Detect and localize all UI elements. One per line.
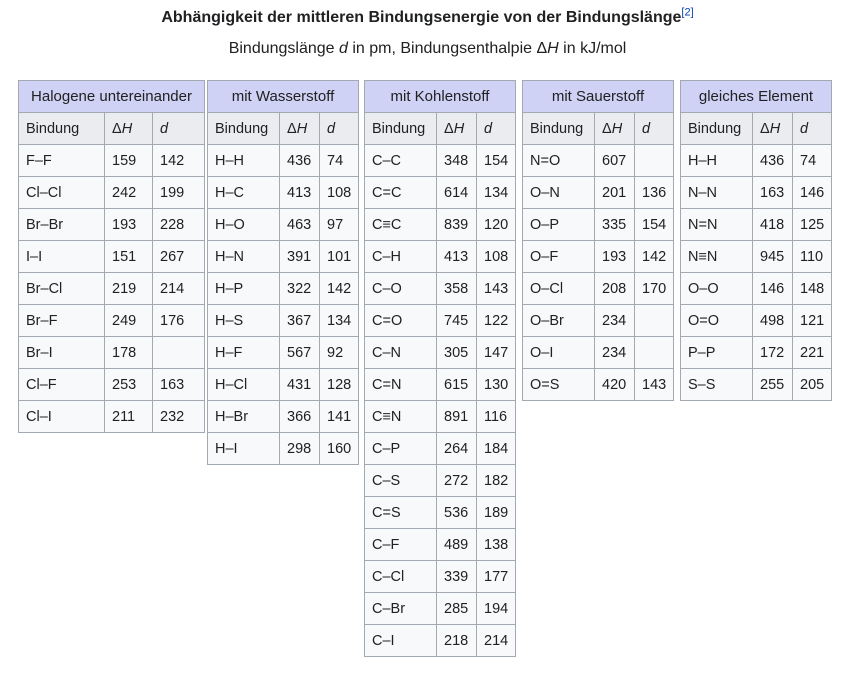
table-row	[208, 273, 359, 305]
bond-cell: Br–Br	[19, 209, 105, 241]
bond-cell: I–I	[19, 241, 105, 273]
column-header-bond: Bindung	[681, 113, 753, 145]
length-cell: 141	[320, 401, 359, 433]
column-header-length	[793, 113, 832, 145]
table-row	[365, 529, 516, 561]
table-row	[681, 209, 832, 241]
table-row	[523, 273, 674, 305]
length-cell: 148	[793, 273, 832, 305]
length-cell: 101	[320, 241, 359, 273]
group-header: mit Sauerstoff	[523, 81, 674, 113]
length-cell: 199	[153, 177, 205, 209]
enthalpy-cell: 151	[105, 241, 153, 273]
table-row	[208, 401, 359, 433]
length-cell: 121	[793, 305, 832, 337]
length-symbol: d	[800, 120, 809, 137]
enthalpy-cell: 234	[595, 305, 635, 337]
bond-cell: C–Cl	[365, 561, 437, 593]
bond-cell: C=S	[365, 497, 437, 529]
enthalpy-cell: 839	[437, 209, 477, 241]
bond-cell: O–Br	[523, 305, 595, 337]
length-cell: 177	[477, 561, 516, 593]
length-cell: 108	[477, 241, 516, 273]
enthalpy-cell: 615	[437, 369, 477, 401]
delta-symbol: Δ	[444, 120, 454, 137]
table-row	[365, 401, 516, 433]
bond-table	[522, 80, 674, 401]
column-header-bond: Bindung	[523, 113, 595, 145]
bond-cell: S–S	[681, 369, 753, 401]
enthalpy-cell: 285	[437, 593, 477, 625]
bond-cell: H–P	[208, 273, 280, 305]
enthalpy-cell: 201	[595, 177, 635, 209]
table-row	[365, 305, 516, 337]
enthalpy-symbol: H	[121, 120, 133, 137]
enthalpy-cell: 264	[437, 433, 477, 465]
table-row	[19, 305, 205, 337]
bond-cell: C–Br	[365, 593, 437, 625]
length-cell	[635, 145, 674, 177]
column-header-bond: Bindung	[19, 113, 105, 145]
subtitle-part-c: in kJ/mol	[558, 40, 627, 57]
enthalpy-cell: 172	[753, 337, 793, 369]
column-header-bond: Bindung	[208, 113, 280, 145]
delta-symbol: Δ	[760, 120, 770, 137]
table-row	[19, 337, 205, 369]
length-cell: 232	[153, 401, 205, 433]
table-row	[19, 273, 205, 305]
table-row	[365, 593, 516, 625]
bond-cell: C=O	[365, 305, 437, 337]
table-row	[208, 433, 359, 465]
bond-cell: O=S	[523, 369, 595, 401]
bond-cell: H–Cl	[208, 369, 280, 401]
table-row	[208, 145, 359, 177]
bond-cell: C–H	[365, 241, 437, 273]
length-cell: 147	[477, 337, 516, 369]
column-header-enthalpy	[595, 113, 635, 145]
bond-cell: C=C	[365, 177, 437, 209]
table-row	[681, 305, 832, 337]
length-cell: 143	[635, 369, 674, 401]
length-cell: 189	[477, 497, 516, 529]
bond-cell: O–F	[523, 241, 595, 273]
table-row	[365, 433, 516, 465]
table-row	[19, 209, 205, 241]
column-header-length	[635, 113, 674, 145]
subtitle-symbol-d: d	[339, 40, 348, 57]
table-row	[681, 145, 832, 177]
subtitle-part-b: in pm, Bindungsenthalpie Δ	[347, 40, 548, 57]
bond-cell: Cl–Cl	[19, 177, 105, 209]
length-symbol: d	[327, 120, 336, 137]
length-cell: 120	[477, 209, 516, 241]
table-row	[208, 369, 359, 401]
bond-cell: Br–F	[19, 305, 105, 337]
enthalpy-cell: 413	[280, 177, 320, 209]
enthalpy-symbol: H	[453, 120, 465, 137]
table-row	[208, 177, 359, 209]
length-cell: 142	[320, 273, 359, 305]
enthalpy-cell: 436	[280, 145, 320, 177]
enthalpy-cell: 463	[280, 209, 320, 241]
enthalpy-cell: 436	[753, 145, 793, 177]
enthalpy-cell: 211	[105, 401, 153, 433]
bond-cell: C–F	[365, 529, 437, 561]
length-cell: 221	[793, 337, 832, 369]
enthalpy-cell: 255	[753, 369, 793, 401]
enthalpy-cell: 159	[105, 145, 153, 177]
enthalpy-cell: 418	[753, 209, 793, 241]
length-cell: 138	[477, 529, 516, 561]
bond-cell: N≡N	[681, 241, 753, 273]
bond-table	[364, 80, 516, 657]
enthalpy-cell: 335	[595, 209, 635, 241]
bond-cell: H–C	[208, 177, 280, 209]
table-row	[681, 177, 832, 209]
table-row	[681, 337, 832, 369]
bond-cell: C–I	[365, 625, 437, 657]
length-cell: 143	[477, 273, 516, 305]
bond-cell: H–H	[208, 145, 280, 177]
bond-cell: H–I	[208, 433, 280, 465]
length-cell: 122	[477, 305, 516, 337]
column-header-length	[477, 113, 516, 145]
bond-cell: F–F	[19, 145, 105, 177]
length-cell: 160	[320, 433, 359, 465]
bond-cell: O–N	[523, 177, 595, 209]
length-cell: 142	[635, 241, 674, 273]
enthalpy-cell: 567	[280, 337, 320, 369]
bond-cell: C≡C	[365, 209, 437, 241]
table-row	[523, 369, 674, 401]
length-cell: 108	[320, 177, 359, 209]
bond-cell: O–I	[523, 337, 595, 369]
enthalpy-cell: 339	[437, 561, 477, 593]
length-cell: 228	[153, 209, 205, 241]
table-row	[365, 337, 516, 369]
length-symbol: d	[484, 120, 493, 137]
bond-cell: C–P	[365, 433, 437, 465]
length-cell: 184	[477, 433, 516, 465]
enthalpy-cell: 322	[280, 273, 320, 305]
length-cell: 116	[477, 401, 516, 433]
table-row	[365, 625, 516, 657]
enthalpy-cell: 193	[595, 241, 635, 273]
bond-cell: O=O	[681, 305, 753, 337]
table-row	[19, 369, 205, 401]
page-title	[0, 7, 855, 29]
length-cell: 214	[153, 273, 205, 305]
group-header: mit Wasserstoff	[208, 81, 359, 113]
length-cell: 154	[635, 209, 674, 241]
bond-cell: N=O	[523, 145, 595, 177]
subtitle-symbol-h: H	[547, 40, 559, 57]
delta-symbol: Δ	[287, 120, 297, 137]
enthalpy-cell: 891	[437, 401, 477, 433]
delta-symbol: Δ	[602, 120, 612, 137]
bond-table	[680, 80, 832, 401]
table-row	[523, 177, 674, 209]
bond-cell: C–O	[365, 273, 437, 305]
table-row	[19, 401, 205, 433]
page-subtitle	[0, 38, 855, 60]
bond-cell: H–N	[208, 241, 280, 273]
subtitle-part-a: Bindungslänge	[228, 40, 339, 57]
enthalpy-cell: 358	[437, 273, 477, 305]
bond-cell: C≡N	[365, 401, 437, 433]
bond-cell: Br–I	[19, 337, 105, 369]
enthalpy-cell: 242	[105, 177, 153, 209]
length-cell: 182	[477, 465, 516, 497]
bond-cell: H–S	[208, 305, 280, 337]
length-cell: 154	[477, 145, 516, 177]
table-row	[19, 241, 205, 273]
table-row	[523, 209, 674, 241]
bond-table	[18, 80, 205, 433]
length-cell: 176	[153, 305, 205, 337]
bond-cell: O–P	[523, 209, 595, 241]
column-header-enthalpy	[753, 113, 793, 145]
enthalpy-cell: 272	[437, 465, 477, 497]
column-header-enthalpy	[280, 113, 320, 145]
table-row	[365, 273, 516, 305]
table-row	[365, 145, 516, 177]
table-row	[523, 305, 674, 337]
enthalpy-cell: 249	[105, 305, 153, 337]
bond-cell: C–C	[365, 145, 437, 177]
enthalpy-cell: 489	[437, 529, 477, 561]
table-row	[681, 369, 832, 401]
table-row	[208, 241, 359, 273]
bond-table	[207, 80, 359, 465]
table-row	[19, 177, 205, 209]
length-cell: 110	[793, 241, 832, 273]
enthalpy-cell: 945	[753, 241, 793, 273]
length-cell: 128	[320, 369, 359, 401]
length-cell: 194	[477, 593, 516, 625]
length-cell: 130	[477, 369, 516, 401]
enthalpy-cell: 413	[437, 241, 477, 273]
length-symbol: d	[642, 120, 651, 137]
enthalpy-cell: 366	[280, 401, 320, 433]
bond-cell: H–O	[208, 209, 280, 241]
enthalpy-cell: 253	[105, 369, 153, 401]
column-header-enthalpy	[105, 113, 153, 145]
length-cell: 134	[320, 305, 359, 337]
table-row	[681, 273, 832, 305]
bond-cell: N–N	[681, 177, 753, 209]
enthalpy-cell: 348	[437, 145, 477, 177]
enthalpy-cell: 431	[280, 369, 320, 401]
length-cell: 97	[320, 209, 359, 241]
length-cell: 205	[793, 369, 832, 401]
bond-cell: N=N	[681, 209, 753, 241]
length-cell: 74	[793, 145, 832, 177]
group-header: Halogene untereinander	[19, 81, 205, 113]
bond-cell: H–H	[681, 145, 753, 177]
length-cell: 170	[635, 273, 674, 305]
enthalpy-cell: 298	[280, 433, 320, 465]
bond-cell: C=N	[365, 369, 437, 401]
table-row	[365, 177, 516, 209]
enthalpy-cell: 420	[595, 369, 635, 401]
length-symbol: d	[160, 120, 169, 137]
bond-cell: Br–Cl	[19, 273, 105, 305]
length-cell: 142	[153, 145, 205, 177]
bond-cell: Cl–I	[19, 401, 105, 433]
enthalpy-cell: 193	[105, 209, 153, 241]
enthalpy-cell: 498	[753, 305, 793, 337]
table-row	[365, 497, 516, 529]
column-header-bond: Bindung	[365, 113, 437, 145]
bond-cell: H–Br	[208, 401, 280, 433]
enthalpy-cell: 305	[437, 337, 477, 369]
enthalpy-cell: 367	[280, 305, 320, 337]
enthalpy-cell: 219	[105, 273, 153, 305]
length-cell: 136	[635, 177, 674, 209]
table-row	[681, 241, 832, 273]
table-row	[523, 241, 674, 273]
length-cell	[635, 305, 674, 337]
length-cell: 146	[793, 177, 832, 209]
bond-cell: O–Cl	[523, 273, 595, 305]
reference-link[interactable]: [2]	[681, 6, 694, 19]
length-cell: 74	[320, 145, 359, 177]
length-cell: 214	[477, 625, 516, 657]
table-row	[208, 337, 359, 369]
length-cell	[635, 337, 674, 369]
enthalpy-symbol: H	[611, 120, 623, 137]
column-header-length	[320, 113, 359, 145]
length-cell: 92	[320, 337, 359, 369]
enthalpy-cell: 614	[437, 177, 477, 209]
length-cell: 163	[153, 369, 205, 401]
enthalpy-cell: 234	[595, 337, 635, 369]
length-cell: 134	[477, 177, 516, 209]
length-cell: 125	[793, 209, 832, 241]
bond-cell: Cl–F	[19, 369, 105, 401]
table-row	[365, 561, 516, 593]
bond-cell: O–O	[681, 273, 753, 305]
bond-cell: C–S	[365, 465, 437, 497]
title-text: Abhängigkeit der mittleren Bindungsenergie von der Bindungslänge	[161, 9, 682, 26]
column-header-length	[153, 113, 205, 145]
enthalpy-cell: 146	[753, 273, 793, 305]
table-row	[19, 145, 205, 177]
enthalpy-cell: 391	[280, 241, 320, 273]
table-row	[365, 369, 516, 401]
table-row	[523, 337, 674, 369]
enthalpy-symbol: H	[769, 120, 781, 137]
length-cell: 267	[153, 241, 205, 273]
enthalpy-cell: 607	[595, 145, 635, 177]
bond-cell: C–N	[365, 337, 437, 369]
table-row	[208, 305, 359, 337]
enthalpy-symbol: H	[296, 120, 308, 137]
enthalpy-cell: 208	[595, 273, 635, 305]
column-header-enthalpy	[437, 113, 477, 145]
table-row	[208, 209, 359, 241]
enthalpy-cell: 163	[753, 177, 793, 209]
delta-symbol: Δ	[112, 120, 122, 137]
group-header: gleiches Element	[681, 81, 832, 113]
length-cell	[153, 337, 205, 369]
enthalpy-cell: 745	[437, 305, 477, 337]
table-row	[365, 465, 516, 497]
bond-cell: H–F	[208, 337, 280, 369]
enthalpy-cell: 218	[437, 625, 477, 657]
table-row	[365, 209, 516, 241]
bond-cell: P–P	[681, 337, 753, 369]
enthalpy-cell: 536	[437, 497, 477, 529]
table-row	[365, 241, 516, 273]
enthalpy-cell: 178	[105, 337, 153, 369]
table-row	[523, 145, 674, 177]
group-header: mit Kohlenstoff	[365, 81, 516, 113]
